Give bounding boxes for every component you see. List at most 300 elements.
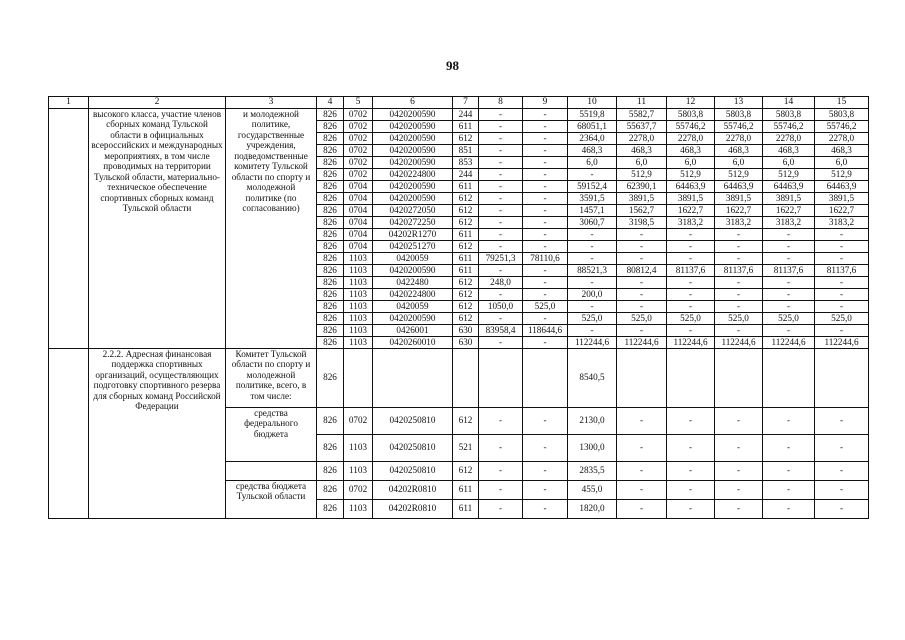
table-cell: 0702 (344, 132, 373, 144)
table-cell: 64463,9 (815, 180, 869, 192)
table-cell (617, 348, 667, 407)
table-cell: - (763, 324, 815, 336)
funding-source-regional: средства бюджета Тульской области (226, 480, 317, 518)
table-cell: - (479, 132, 523, 144)
table-cell: 64463,9 (715, 180, 763, 192)
table-cell: 3891,5 (667, 192, 715, 204)
table-cell: 0420200590 (373, 264, 453, 276)
table-cell: 55746,2 (763, 120, 815, 132)
header-row (49, 97, 869, 109)
table-cell: 1103 (344, 288, 373, 300)
table-cell: 5582,7 (617, 108, 667, 120)
table-cell: 525,0 (715, 312, 763, 324)
table-cell: 8540,5 (568, 348, 617, 407)
table-cell: 112244,6 (815, 336, 869, 348)
table-cell: 826 (317, 407, 344, 434)
table-cell: - (815, 407, 869, 434)
table-cell: 0420200590 (373, 192, 453, 204)
table-cell: 1103 (344, 252, 373, 264)
table-cell: - (523, 228, 568, 240)
table-cell: - (667, 252, 715, 264)
table-cell: 2278,0 (617, 132, 667, 144)
table-cell: - (715, 407, 763, 434)
table-cell: - (715, 228, 763, 240)
table-cell: - (479, 407, 523, 434)
table-cell: - (617, 252, 667, 264)
table-cell: - (667, 300, 715, 312)
table-cell: - (479, 240, 523, 252)
table-cell: 112244,6 (568, 336, 617, 348)
table-cell: - (479, 192, 523, 204)
table-cell: - (763, 276, 815, 288)
table-cell (815, 348, 869, 407)
table-cell: 0702 (344, 156, 373, 168)
table-cell: 244 (453, 168, 479, 180)
table-cell: - (479, 499, 523, 518)
column-header: 12 (667, 97, 715, 109)
table-cell: 0702 (344, 407, 373, 434)
table-cell: - (523, 264, 568, 276)
table-cell: - (523, 120, 568, 132)
table-cell: 6,0 (715, 156, 763, 168)
table-cell: 612 (453, 288, 479, 300)
table-cell: - (523, 192, 568, 204)
table-cell: 68051,1 (568, 120, 617, 132)
table-cell: 248,0 (479, 276, 523, 288)
table-cell: 611 (453, 180, 479, 192)
table-cell: 2364,0 (568, 132, 617, 144)
table-cell: 1622,7 (815, 204, 869, 216)
table-cell: 826 (317, 288, 344, 300)
table-cell: - (523, 276, 568, 288)
table-cell: - (479, 336, 523, 348)
table-cell: - (523, 336, 568, 348)
table-cell: - (617, 240, 667, 252)
responsible-executor: и молодежной политике, государственные учреждения, подведомственные комитету Тульской области по спорту и молодежной политике (по согласованию) (226, 108, 317, 348)
table-cell: 826 (317, 264, 344, 276)
table-cell: 55746,2 (715, 120, 763, 132)
table-cell: - (479, 216, 523, 228)
table-cell: - (715, 499, 763, 518)
table-cell: 512,9 (667, 168, 715, 180)
table-cell: 0704 (344, 240, 373, 252)
table-cell: 1562,7 (617, 204, 667, 216)
table-cell: 04202R0810 (373, 499, 453, 518)
table-cell: 826 (317, 312, 344, 324)
table-cell: - (815, 276, 869, 288)
table-cell: 525,0 (523, 300, 568, 312)
table-cell: 55746,2 (667, 120, 715, 132)
table-row (49, 348, 869, 407)
table-cell: - (815, 252, 869, 264)
table-cell: 0420200590 (373, 180, 453, 192)
table-cell: - (763, 461, 815, 480)
table-cell: 2278,0 (667, 132, 715, 144)
table-cell: - (667, 228, 715, 240)
table-cell: 525,0 (815, 312, 869, 324)
table-cell: - (815, 240, 869, 252)
table-cell: 468,3 (568, 144, 617, 156)
table-cell: - (715, 276, 763, 288)
table-cell: 0420200590 (373, 144, 453, 156)
table-cell (453, 348, 479, 407)
table-cell: - (568, 228, 617, 240)
table-cell: 826 (317, 192, 344, 204)
table-cell: 826 (317, 144, 344, 156)
table-cell: - (479, 120, 523, 132)
table-cell: 55746,2 (815, 120, 869, 132)
table-cell: 468,3 (667, 144, 715, 156)
table-cell: - (763, 499, 815, 518)
funding-source-federal: средства федерального бюджета (226, 407, 317, 461)
table-cell: - (568, 324, 617, 336)
activity-description: высокого класса, участие членов сборных команд Тульской области в официальных всероссийских и международных мероприятиях, в том числе проводимых на территории Тульской области, материально-техническое обеспечение спортивных сборных команд Тульской области (89, 108, 226, 348)
table-cell: 0422480 (373, 276, 453, 288)
table-cell: - (667, 240, 715, 252)
table-cell: - (763, 434, 815, 461)
table-cell: 826 (317, 324, 344, 336)
table-cell: - (715, 300, 763, 312)
table-cell: 0702 (344, 120, 373, 132)
table-cell: - (479, 264, 523, 276)
table-cell: 826 (317, 216, 344, 228)
table-cell: - (667, 434, 715, 461)
table-cell: - (715, 324, 763, 336)
table-cell: 826 (317, 156, 344, 168)
table-cell: 611 (453, 120, 479, 132)
table-cell: - (479, 204, 523, 216)
table-cell: - (523, 312, 568, 324)
table-cell: 612 (453, 407, 479, 434)
table-cell: 6,0 (667, 156, 715, 168)
table-cell: 2278,0 (715, 132, 763, 144)
table-cell: 826 (317, 499, 344, 518)
table-cell: - (523, 288, 568, 300)
table-cell: - (568, 252, 617, 264)
table-cell: 826 (317, 120, 344, 132)
table-cell: 0704 (344, 204, 373, 216)
table-cell: 611 (453, 264, 479, 276)
table-cell: 3183,2 (815, 216, 869, 228)
table-cell: - (568, 276, 617, 288)
table-cell: 78110,6 (523, 252, 568, 264)
table-cell: 1622,7 (715, 204, 763, 216)
table-cell: 826 (317, 204, 344, 216)
table-cell: 612 (453, 204, 479, 216)
table-cell: 81137,6 (667, 264, 715, 276)
blank-cell (49, 108, 89, 348)
table-cell: 525,0 (568, 312, 617, 324)
table-cell: - (815, 434, 869, 461)
table-cell: 0704 (344, 180, 373, 192)
table-cell: 612 (453, 461, 479, 480)
table-cell: 826 (317, 168, 344, 180)
table-cell: 512,9 (815, 168, 869, 180)
table-cell: 88521,3 (568, 264, 617, 276)
table-cell: 826 (317, 480, 344, 499)
table-cell: 80812,4 (617, 264, 667, 276)
table-cell: 6,0 (568, 156, 617, 168)
column-header: 11 (617, 97, 667, 109)
table-cell: - (523, 240, 568, 252)
activity-description: 2.2.2. Адресная финансовая поддержка спортивных организаций, осуществляющих подготовку спортивного резерва для сборных команд Российской Федерации (89, 348, 226, 518)
table-cell: 55637,7 (617, 120, 667, 132)
table-cell: - (523, 132, 568, 144)
column-header: 14 (763, 97, 815, 109)
table-cell: 826 (317, 348, 344, 407)
table-cell: 3198,5 (617, 216, 667, 228)
table-cell: - (523, 108, 568, 120)
table-cell: 81137,6 (815, 264, 869, 276)
table-cell: 612 (453, 312, 479, 324)
table-cell: 525,0 (617, 312, 667, 324)
table-cell: - (617, 300, 667, 312)
table-cell (715, 348, 763, 407)
table-cell: - (479, 480, 523, 499)
table-cell: 3183,2 (763, 216, 815, 228)
table-cell: 0420200590 (373, 120, 453, 132)
table-cell: 468,3 (715, 144, 763, 156)
table-cell: - (667, 276, 715, 288)
table-cell: - (763, 240, 815, 252)
blank-cell (49, 348, 89, 518)
table-cell: 826 (317, 276, 344, 288)
table-cell: - (523, 204, 568, 216)
table-cell: - (523, 156, 568, 168)
table-cell: 2130,0 (568, 407, 617, 434)
table-cell: 0420272050 (373, 204, 453, 216)
table-cell: 3183,2 (715, 216, 763, 228)
table-cell: - (617, 480, 667, 499)
table-cell: - (763, 252, 815, 264)
table-cell: - (715, 252, 763, 264)
table-cell: - (715, 288, 763, 300)
table-cell: - (617, 434, 667, 461)
table-cell: 81137,6 (715, 264, 763, 276)
table-cell: - (568, 240, 617, 252)
table-cell: 79251,3 (479, 252, 523, 264)
table-cell: 04202R0810 (373, 480, 453, 499)
table-cell: 1622,7 (763, 204, 815, 216)
table-cell: - (763, 407, 815, 434)
table-cell: 5803,8 (815, 108, 869, 120)
table-cell: - (715, 480, 763, 499)
table-cell: 468,3 (617, 144, 667, 156)
table-cell: - (523, 499, 568, 518)
column-header: 3 (226, 97, 317, 109)
table-cell: - (617, 228, 667, 240)
table-cell: 0420200590 (373, 108, 453, 120)
table-cell: - (479, 228, 523, 240)
table-cell: 0420200590 (373, 156, 453, 168)
table-cell: - (479, 156, 523, 168)
table-cell: 512,9 (715, 168, 763, 180)
table-cell: 0702 (344, 480, 373, 499)
table-cell: 826 (317, 252, 344, 264)
column-header: 7 (453, 97, 479, 109)
table-cell: 6,0 (763, 156, 815, 168)
table-cell: 3891,5 (763, 192, 815, 204)
column-header: 13 (715, 97, 763, 109)
table-cell: 6,0 (617, 156, 667, 168)
table-cell: 0420200590 (373, 132, 453, 144)
table-cell: 512,9 (617, 168, 667, 180)
table-cell: 2278,0 (815, 132, 869, 144)
table-cell: 59152,4 (568, 180, 617, 192)
table-cell: - (715, 461, 763, 480)
table-cell: 611 (453, 499, 479, 518)
table-cell: - (667, 288, 715, 300)
table-cell: 826 (317, 228, 344, 240)
table-cell: 612 (453, 192, 479, 204)
table-cell: 468,3 (815, 144, 869, 156)
table-cell: 5803,8 (715, 108, 763, 120)
table-cell: 612 (453, 216, 479, 228)
table-cell: 612 (453, 132, 479, 144)
table-cell: - (479, 288, 523, 300)
table-cell: 04202R1270 (373, 228, 453, 240)
table-cell: 2278,0 (763, 132, 815, 144)
table-cell (667, 348, 715, 407)
table-cell: 5803,8 (763, 108, 815, 120)
table-cell: 64463,9 (667, 180, 715, 192)
table-cell: 5519,8 (568, 108, 617, 120)
column-header: 4 (317, 97, 344, 109)
table-cell: 244 (453, 108, 479, 120)
table-cell: 0420251270 (373, 240, 453, 252)
table-cell: - (667, 499, 715, 518)
table-cell: 118644,6 (523, 324, 568, 336)
table-cell: - (523, 434, 568, 461)
column-header: 10 (568, 97, 617, 109)
table-cell (373, 348, 453, 407)
table-cell: 630 (453, 336, 479, 348)
table-cell: - (815, 499, 869, 518)
column-header: 9 (523, 97, 568, 109)
table-cell: - (479, 144, 523, 156)
table-cell: 0704 (344, 192, 373, 204)
table-cell: 3060,7 (568, 216, 617, 228)
column-header: 5 (344, 97, 373, 109)
table-cell: 0702 (344, 108, 373, 120)
table-cell: - (667, 407, 715, 434)
table-cell: 3183,2 (667, 216, 715, 228)
table-cell: 521 (453, 434, 479, 461)
table-cell: - (479, 108, 523, 120)
table-cell: - (617, 499, 667, 518)
table-cell: 1103 (344, 276, 373, 288)
table-cell: 0420200590 (373, 312, 453, 324)
table-cell: 0702 (344, 144, 373, 156)
column-header: 2 (89, 97, 226, 109)
table-cell: 1622,7 (667, 204, 715, 216)
table-cell: - (815, 324, 869, 336)
table-cell: - (523, 407, 568, 434)
table-cell: 3891,5 (815, 192, 869, 204)
table-cell: 0420272250 (373, 216, 453, 228)
table-cell: - (815, 300, 869, 312)
table-cell: 62390,1 (617, 180, 667, 192)
table-cell: 1103 (344, 499, 373, 518)
table-cell: 826 (317, 434, 344, 461)
table-cell: - (479, 168, 523, 180)
table-cell: - (667, 461, 715, 480)
column-header: 15 (815, 97, 869, 109)
budget-table (48, 96, 869, 519)
table-cell: 112244,6 (763, 336, 815, 348)
table-cell: - (667, 324, 715, 336)
table-cell: - (617, 407, 667, 434)
table-cell: 1103 (344, 264, 373, 276)
table-cell: - (815, 461, 869, 480)
table-cell: 611 (453, 480, 479, 499)
table-cell: 455,0 (568, 480, 617, 499)
table-cell: - (715, 434, 763, 461)
table-cell: 112244,6 (617, 336, 667, 348)
table-cell: - (763, 480, 815, 499)
table-cell: - (815, 288, 869, 300)
table-cell: 0420059 (373, 252, 453, 264)
table-cell: - (479, 434, 523, 461)
table-cell: - (479, 461, 523, 480)
table-cell: 826 (317, 336, 344, 348)
table-cell: - (523, 461, 568, 480)
table-cell: 851 (453, 144, 479, 156)
column-header: 1 (49, 97, 89, 109)
table-cell: 525,0 (667, 312, 715, 324)
table-cell: 0420250810 (373, 461, 453, 480)
table-cell: - (523, 180, 568, 192)
column-header: 8 (479, 97, 523, 109)
table-cell: 1103 (344, 461, 373, 480)
table-cell: 525,0 (763, 312, 815, 324)
table-cell: 81137,6 (763, 264, 815, 276)
table-cell: 1103 (344, 312, 373, 324)
page-number: 98 (446, 58, 459, 73)
table-cell: - (715, 240, 763, 252)
table-cell: 0420250810 (373, 434, 453, 461)
table-cell (344, 348, 373, 407)
table-cell: 0420250810 (373, 407, 453, 434)
table-cell: - (763, 288, 815, 300)
table-cell: 512,9 (763, 168, 815, 180)
table-cell: - (763, 228, 815, 240)
table-cell: 3891,5 (715, 192, 763, 204)
table-cell: 64463,9 (763, 180, 815, 192)
table-cell: - (617, 276, 667, 288)
table-cell: 826 (317, 240, 344, 252)
table-cell: 1103 (344, 300, 373, 312)
table-cell: 112244,6 (715, 336, 763, 348)
table-cell: - (617, 288, 667, 300)
table-cell: 0702 (344, 168, 373, 180)
table-cell: - (617, 461, 667, 480)
table-cell: 468,3 (763, 144, 815, 156)
table-cell: 0420059 (373, 300, 453, 312)
table-cell: - (523, 480, 568, 499)
table-cell: 0704 (344, 216, 373, 228)
column-header: 6 (373, 97, 453, 109)
table-cell: 1300,0 (568, 434, 617, 461)
table-cell: 0704 (344, 228, 373, 240)
table-cell: 826 (317, 108, 344, 120)
table-cell: 1103 (344, 336, 373, 348)
table-cell: 853 (453, 156, 479, 168)
table-cell: 1820,0 (568, 499, 617, 518)
table-cell: 826 (317, 300, 344, 312)
table-cell: 3891,5 (617, 192, 667, 204)
table-cell: - (523, 216, 568, 228)
